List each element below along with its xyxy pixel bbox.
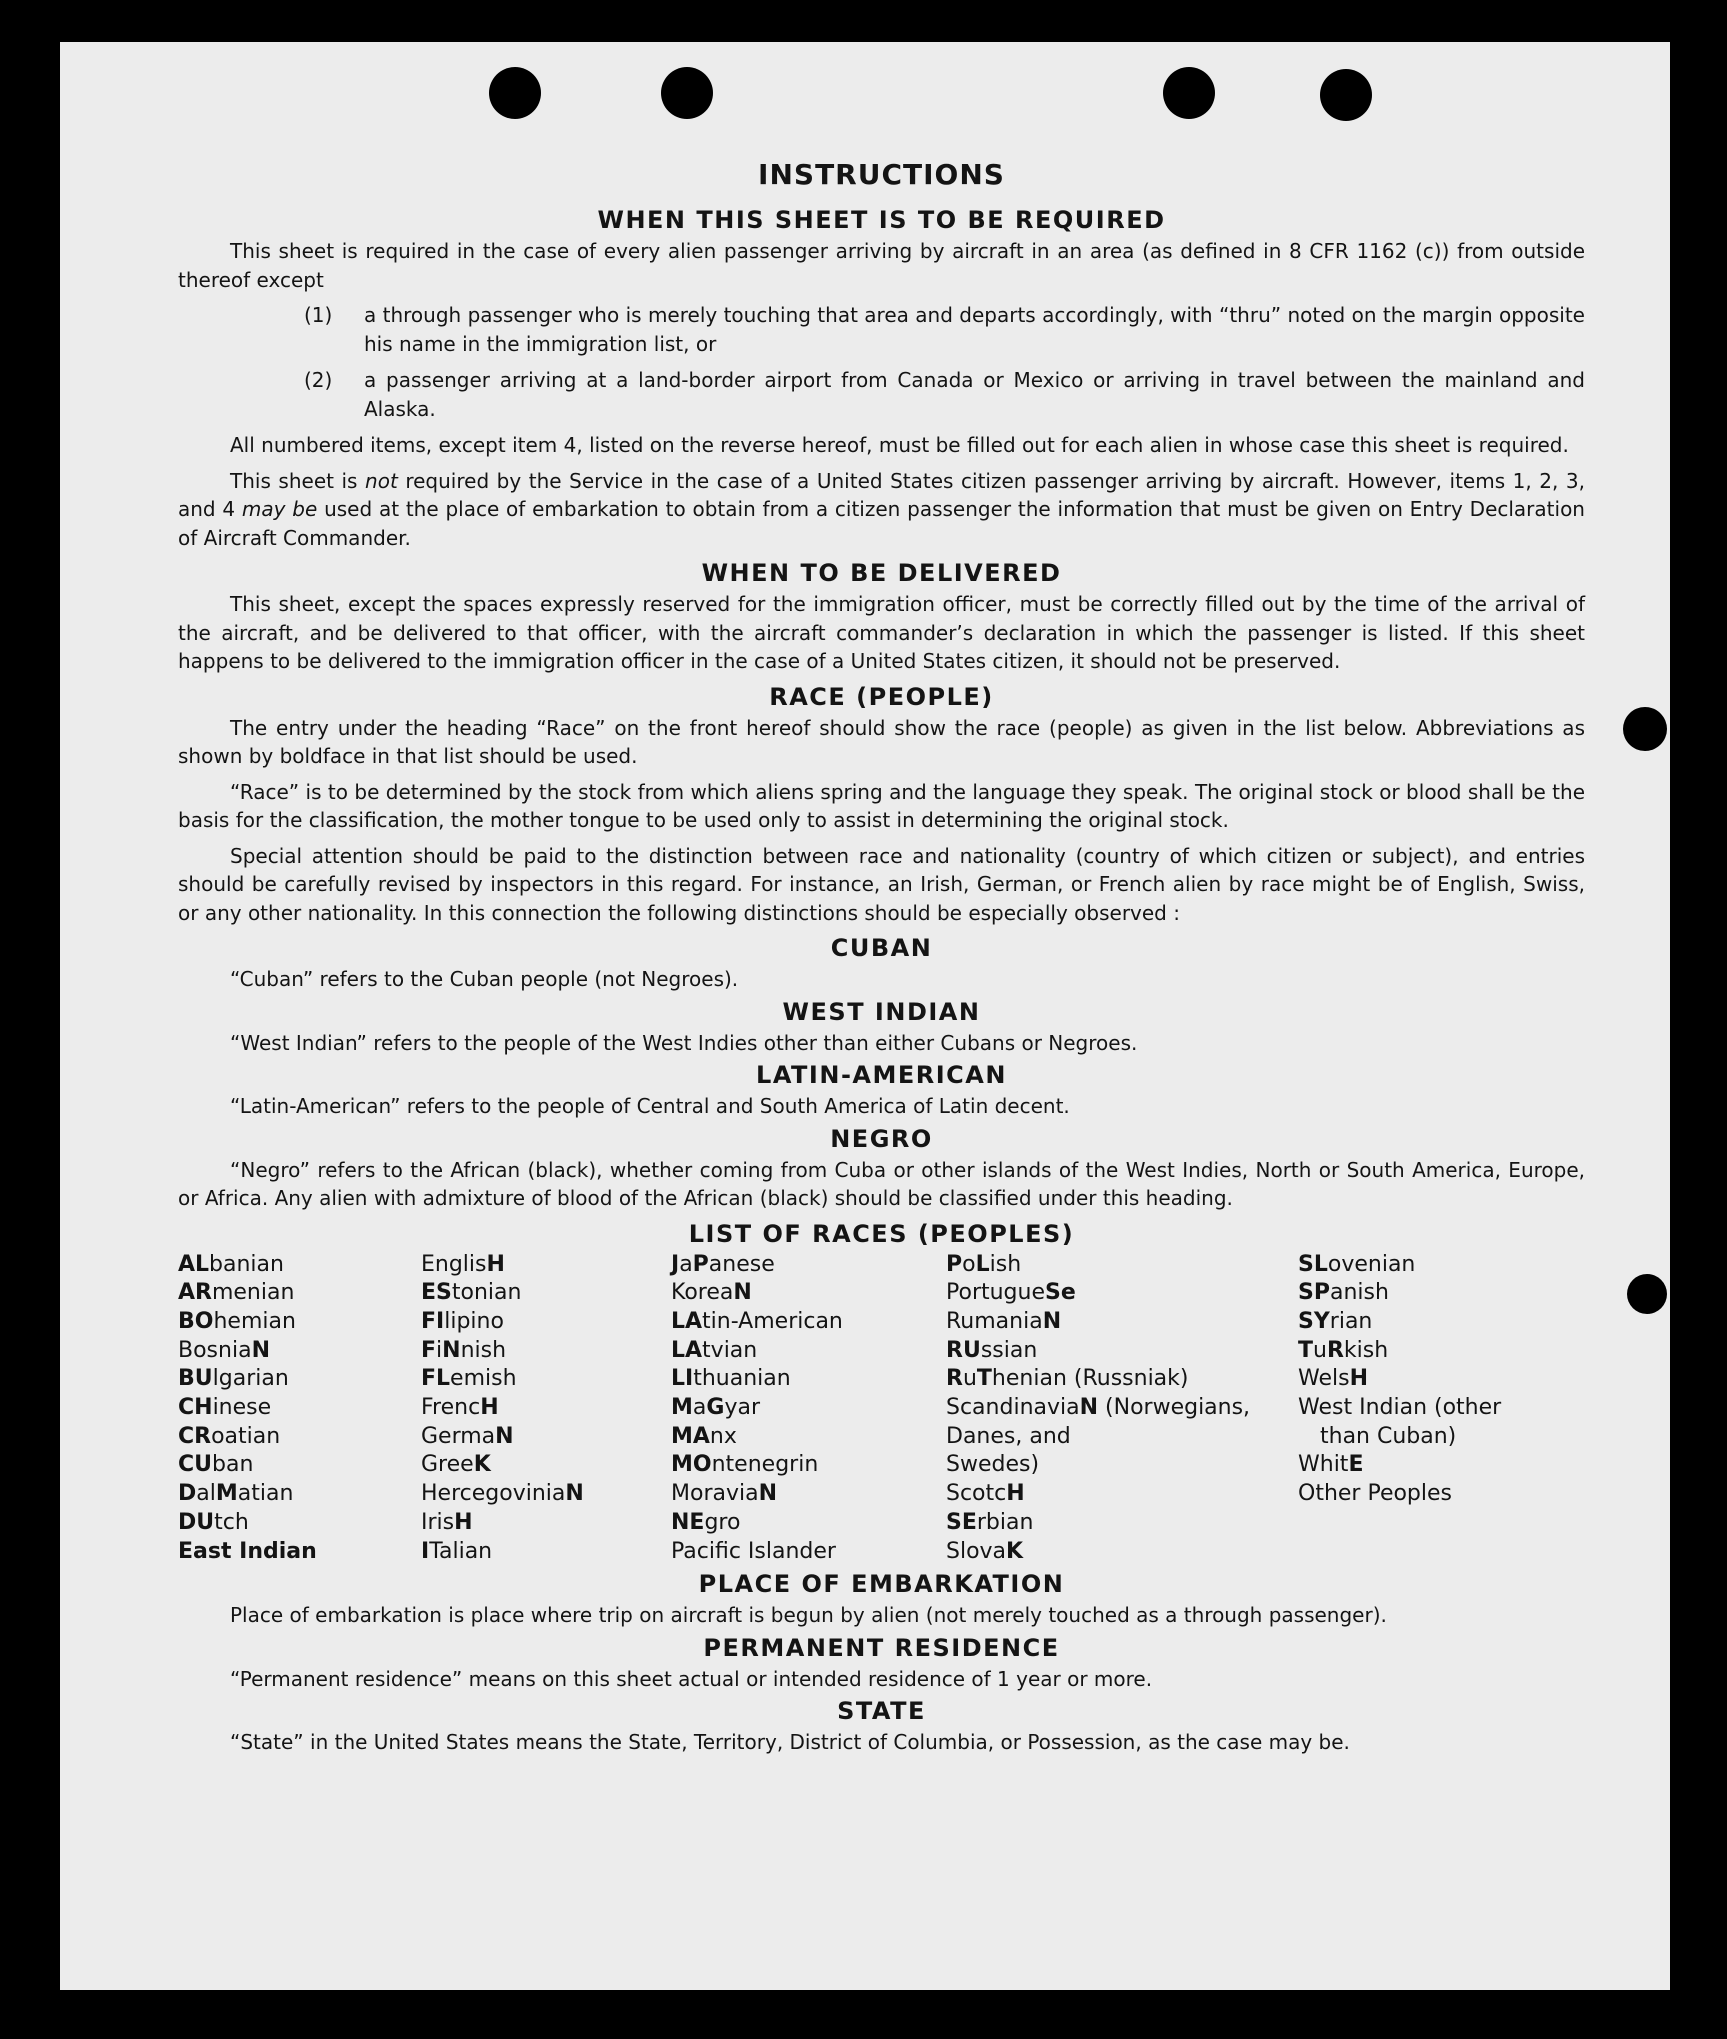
race-item: CRoatian	[178, 1423, 281, 1449]
instructions-content	[178, 158, 1585, 1761]
citizen-text-a: This sheet is	[230, 468, 366, 493]
races-column	[178, 1251, 421, 1567]
latin-american-definition: “Latin-American” refers to the people of Central and South America of Latin decent.	[230, 1094, 1070, 1118]
race-item: BOhemian	[178, 1308, 296, 1334]
race-item: PortugueSe	[946, 1280, 1076, 1306]
negro-definition: “Negro” refers to the African (black), whether coming from Cuba or other islands of the West Indies, North or South America, Europe, or Africa. Any alien with admixture of blood of the African (black) should be classified under this heading.	[178, 1157, 1585, 1210]
race-item: than Cuban)	[1320, 1423, 1457, 1449]
document-page	[60, 42, 1670, 1990]
heading-list-of-races: LIST OF RACES (PEOPLES)	[688, 1219, 1075, 1248]
heading-race: RACE (PEOPLE)	[769, 682, 994, 711]
race-item: WelsH	[1298, 1366, 1368, 1392]
exception-1-number: (1)	[304, 303, 333, 327]
race-item: GreeK	[421, 1452, 491, 1478]
race-item: BUlgarian	[178, 1366, 289, 1392]
exception-1	[178, 301, 1585, 358]
race-item: Swedes)	[946, 1452, 1040, 1478]
numbered-items-paragraph: All numbered items, except item 4, listed on the reverse hereof, must be filled out for each alien in whose case this sheet is required.	[230, 433, 1569, 457]
heading-west-indian: WEST INDIAN	[782, 997, 981, 1026]
race-item: ScotcH	[946, 1481, 1025, 1507]
punch-hole	[661, 67, 713, 119]
heading-state: STATE	[837, 1697, 926, 1726]
race-item: BosniaN	[178, 1337, 270, 1363]
when-delivered-text: This sheet, except the spaces expressly reserved for the immigration officer, must be correctly filled out by the time of the arrival of the aircraft, and be delivered to that officer, with the aircraft commander’s declaration in which the passenger is listed. If this sheet happens to be delivered to the immigration officer in the case of a United States citizen, it should not be preserved.	[178, 592, 1585, 673]
exception-2-number: (2)	[304, 368, 333, 392]
heading-when-required: WHEN THIS SHEET IS TO BE REQUIRED	[597, 206, 1166, 234]
race-item: West Indian (other	[1298, 1395, 1502, 1421]
race-item: FrencH	[421, 1395, 499, 1421]
race-item: East Indian	[178, 1538, 317, 1564]
race-item: LAtin-American	[671, 1308, 843, 1334]
punch-hole	[1163, 67, 1215, 119]
race-item: FLemish	[421, 1366, 517, 1392]
race-item: JaPanese	[671, 1251, 775, 1277]
race-paragraph-2: “Race” is to be determined by the stock from which aliens spring and the language they speak. The original stock or blood shall be the basis for the classification, the mother tongue to be used only to assist in determining the original stock.	[178, 779, 1585, 832]
race-item: MOntenegrin	[671, 1452, 819, 1478]
race-item: RuThenian (Russniak)	[946, 1366, 1189, 1392]
race-item: ALbanian	[178, 1251, 284, 1277]
races-column	[671, 1251, 946, 1567]
race-item: DUtch	[178, 1509, 249, 1535]
race-item: RUssian	[946, 1337, 1038, 1363]
punch-hole	[1623, 707, 1667, 751]
heading-negro: NEGRO	[830, 1124, 933, 1153]
race-item: DalMatian	[178, 1481, 294, 1507]
race-item: Pacific Islander	[671, 1538, 836, 1564]
race-paragraph-1: The entry under the heading “Race” on the front hereof should show the race (people) as given in the list below. Abbreviations as shown by boldface in that list should be used.	[178, 715, 1585, 768]
race-item: CUban	[178, 1452, 254, 1478]
citizen-text-c: used at the place of embarkation to obtain from a citizen passenger the information that must be given on Entry Declaration of Aircraft Commander.	[178, 497, 1585, 550]
heading-embarkation: PLACE OF EMBARKATION	[698, 1570, 1065, 1599]
races-list	[178, 1251, 1585, 1567]
heading-latin-american: LATIN-AMERICAN	[756, 1061, 1007, 1089]
page-title: INSTRUCTIONS	[758, 158, 1005, 191]
heading-permanent-residence: PERMANENT RESIDENCE	[703, 1633, 1060, 1662]
residence-definition: “Permanent residence” means on this sheet actual or intended residence of 1 year or more.	[230, 1666, 1153, 1691]
races-column	[421, 1251, 671, 1567]
race-item: LIthuanian	[671, 1366, 791, 1392]
race-item: EStonian	[421, 1280, 522, 1306]
race-paragraph-3: Special attention should be paid to the distinction between race and nationality (country of which citizen or subject), and entries should be carefully revised by inspectors in this regard. For instance, an Irish, German, or French alien by race might be of English, Swiss, or any other nationality. In this connection the following distinctions should be especially observed :	[178, 843, 1585, 925]
race-item: TuRkish	[1298, 1337, 1389, 1363]
race-item: HercegoviniaN	[421, 1481, 584, 1507]
punch-hole	[1627, 1274, 1667, 1314]
race-item: SPanish	[1298, 1280, 1389, 1306]
race-item: NEgro	[671, 1509, 741, 1535]
exception-1-text: a through passenger who is merely touching that area and departs accordingly, with “thru” noted on the margin opposite his name in the immigration list, or	[364, 303, 1585, 356]
punch-hole	[489, 67, 541, 119]
race-item: RumaniaN	[946, 1308, 1062, 1334]
race-item: SErbian	[946, 1509, 1034, 1535]
race-item: CHinese	[178, 1395, 272, 1421]
punch-hole	[1320, 69, 1372, 121]
citizen-text-may: may be	[241, 497, 318, 521]
race-item: FiNnish	[421, 1337, 507, 1363]
exception-2	[178, 366, 1585, 423]
race-item: Other Peoples	[1298, 1481, 1453, 1507]
race-item: FIlipino	[421, 1308, 504, 1334]
race-item: ScandinaviaN (Norwegians,	[946, 1395, 1251, 1421]
embarkation-definition: Place of embarkation is place where trip on aircraft is begun by alien (not merely touched as a through passenger).	[230, 1603, 1387, 1628]
race-item: MAnx	[671, 1423, 737, 1449]
race-item: IrisH	[421, 1509, 473, 1535]
race-item: SlovaK	[946, 1538, 1024, 1564]
race-item: Danes, and	[946, 1423, 1071, 1449]
race-item: WhitE	[1298, 1452, 1364, 1478]
exception-2-text: a passenger arriving at a land-border airport from Canada or Mexico or arriving in travel between the mainland and Alaska.	[364, 368, 1585, 421]
race-item: MaGyar	[671, 1395, 760, 1421]
citizen-paragraph	[178, 467, 1585, 553]
race-item: EnglisH	[421, 1251, 505, 1277]
race-item: ARmenian	[178, 1280, 295, 1306]
race-item: SYrian	[1298, 1308, 1373, 1334]
race-item: ITalian	[421, 1538, 493, 1564]
race-item: KoreaN	[671, 1280, 752, 1306]
state-definition: “State” in the United States means the State, Territory, District of Columbia, or Possession, as the case may be.	[230, 1730, 1350, 1755]
citizen-text-b: required by the Service in the case of a United States citizen passenger arriving by aircraft. However, items 1, 2, 3, and 4	[178, 468, 1585, 521]
races-column	[946, 1251, 1298, 1567]
cuban-definition: “Cuban” refers to the Cuban people (not Negroes).	[230, 967, 739, 991]
west-indian-definition: “West Indian” refers to the people of the West Indies other than either Cubans or Negroes.	[230, 1030, 1138, 1055]
race-item: PoLish	[946, 1251, 1022, 1277]
race-item: SLovenian	[1298, 1251, 1416, 1277]
race-item: GermaN	[421, 1423, 514, 1449]
race-item: MoraviaN	[671, 1481, 778, 1507]
races-column	[1298, 1251, 1558, 1567]
heading-cuban: CUBAN	[830, 934, 933, 962]
citizen-text-not: not	[365, 468, 398, 493]
heading-when-delivered: WHEN TO BE DELIVERED	[701, 559, 1062, 587]
race-item: LAtvian	[671, 1337, 758, 1363]
when-required-intro: This sheet is required in the case of every alien passenger arriving by aircraft in an area (as defined in 8 CFR 1162 (c)) from outside thereof except	[178, 239, 1585, 292]
